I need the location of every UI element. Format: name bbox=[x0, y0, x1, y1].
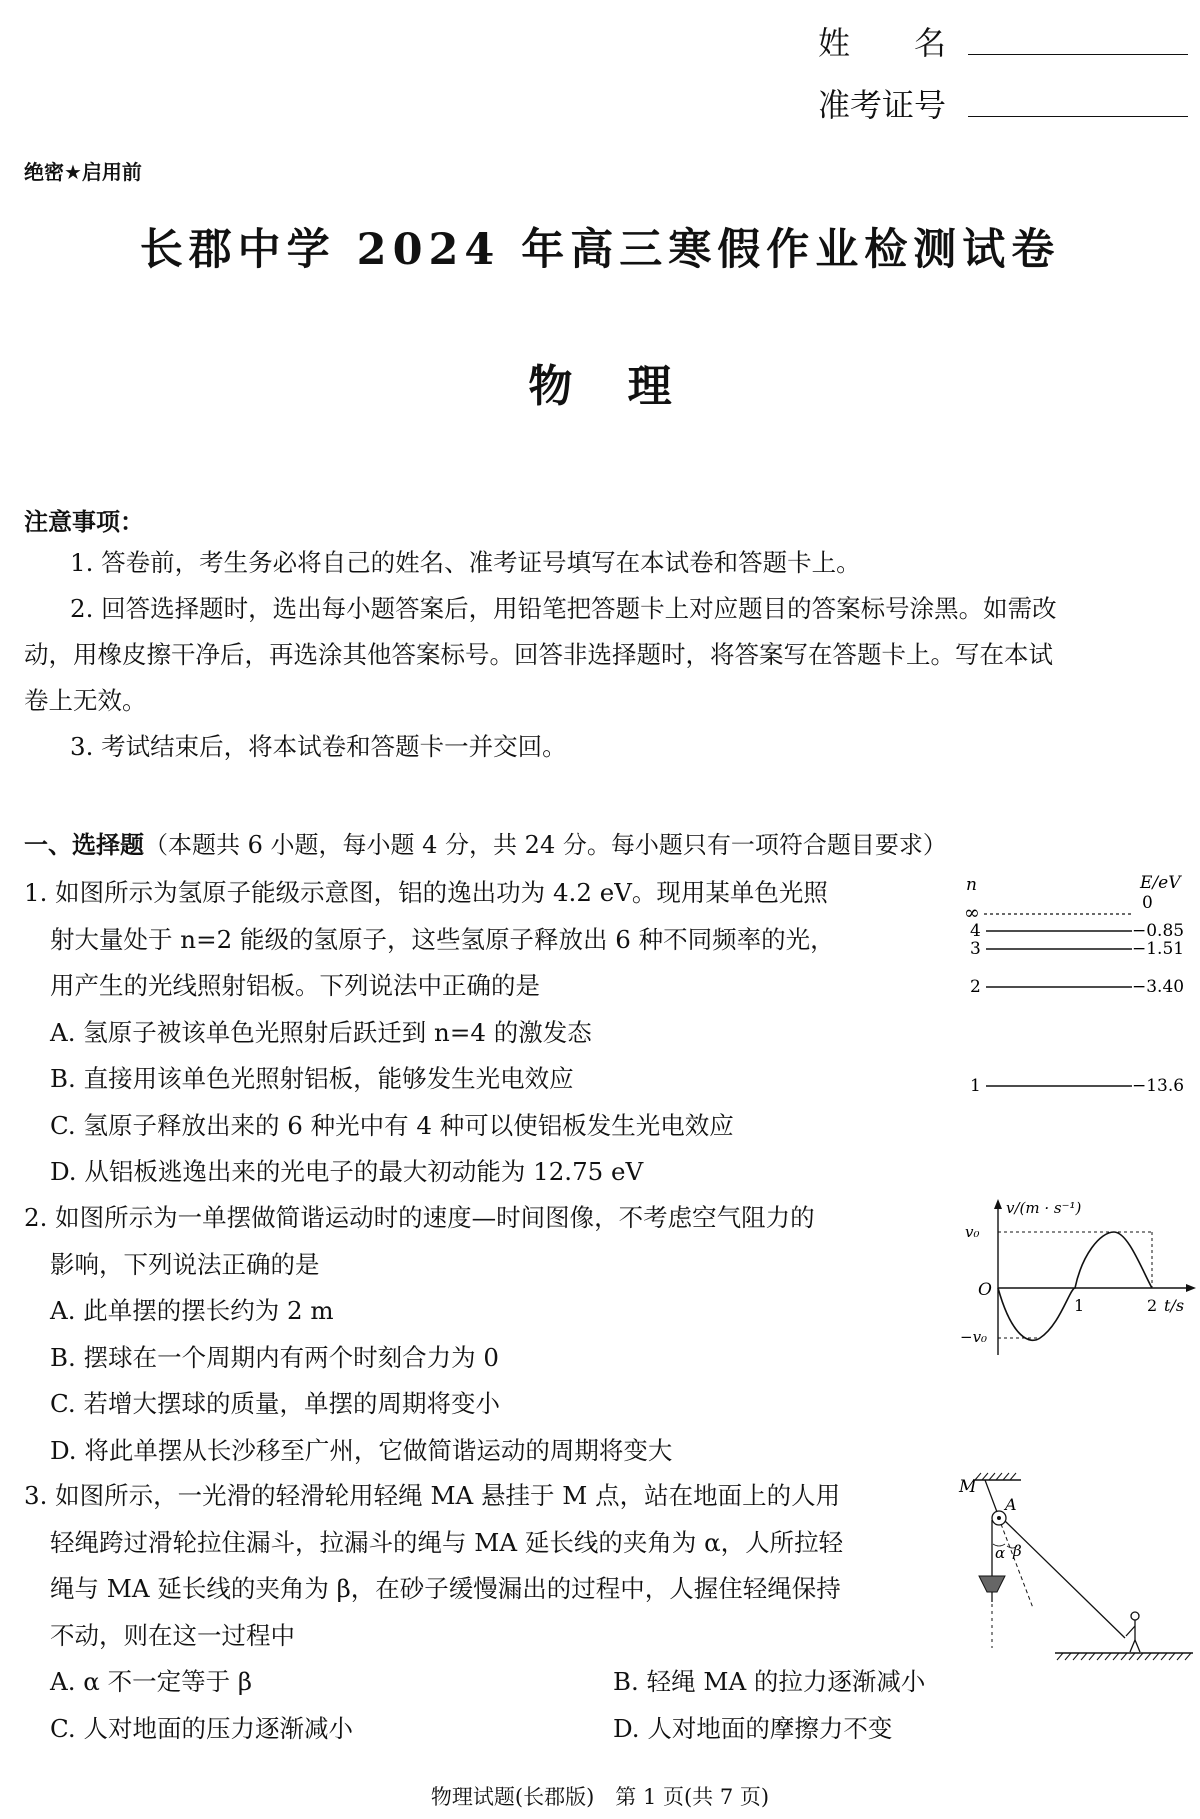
pulley-axle bbox=[997, 1516, 1001, 1520]
exam-id-label: 准考证号 bbox=[818, 86, 947, 124]
tick-2-label: 2 bbox=[1147, 1296, 1158, 1315]
alpha-label: α bbox=[995, 1544, 1006, 1562]
name-label: 姓 名 bbox=[818, 24, 947, 62]
question-1 bbox=[24, 870, 944, 1196]
notes-item: 动，用橡皮擦干净后，再选涂其他答案标号。回答非选择题时，将答案写在答题卡上。写在本试 bbox=[24, 640, 1053, 669]
q3-option-a[interactable]: A. α 不一定等于 β bbox=[50, 1667, 253, 1696]
name-blank[interactable] bbox=[968, 54, 1188, 55]
velocity-time-graph bbox=[960, 1195, 1200, 1360]
subject-title: 物 理 bbox=[528, 361, 672, 412]
q3-stem-line: 轻绳跨过滑轮拉住漏斗，拉漏斗的绳与 MA 延长线的夹角为 α，人所拉轻 bbox=[50, 1527, 844, 1557]
v0-label: v₀ bbox=[965, 1223, 980, 1241]
q3-option-b[interactable]: B. 轻绳 MA 的拉力逐渐减小 bbox=[613, 1667, 926, 1696]
exam-id-blank[interactable] bbox=[968, 116, 1188, 117]
q3-option-d[interactable]: D. 人对地面的摩擦力不变 bbox=[613, 1713, 893, 1743]
person-rope bbox=[1005, 1521, 1125, 1638]
x-axis-label: t/s bbox=[1164, 1296, 1185, 1315]
q3-stem-line: 绳与 MA 延长线的夹角为 β，在砂子缓慢漏出的过程中，人握住轻绳保持 bbox=[50, 1574, 841, 1603]
rope-ma bbox=[985, 1480, 997, 1512]
level-inf-value: 0 bbox=[1142, 893, 1153, 913]
q2-option-c[interactable]: C. 若增大摆球的质量，单摆的周期将变小 bbox=[50, 1389, 500, 1418]
q1-option-c[interactable]: C. 氢原子释放出来的 6 种光中有 4 种可以使铝板发生光电效应 bbox=[50, 1110, 734, 1140]
level-4-value: −0.85 bbox=[1132, 921, 1185, 941]
section-title: 一、选择题 bbox=[24, 831, 144, 859]
secret-mark: 绝密★启用前 bbox=[24, 160, 142, 184]
exam-id-field[interactable] bbox=[818, 80, 1188, 126]
q2-option-d[interactable]: D. 将此单摆从长沙移至广州，它做简谐运动的周期将变大 bbox=[50, 1435, 673, 1465]
ma-extension bbox=[1001, 1524, 1033, 1608]
level-2-n: 2 bbox=[970, 977, 981, 997]
n-axis-label: n bbox=[966, 875, 977, 895]
point-m-label: M bbox=[959, 1477, 977, 1497]
tick-1-label: 1 bbox=[1074, 1296, 1085, 1315]
x-axis-arrow bbox=[1186, 1284, 1196, 1292]
origin-label: O bbox=[978, 1280, 992, 1300]
level-inf-n: ∞ bbox=[964, 902, 980, 924]
q1-stem-line: 用产生的光线照射铝板。下列说法中正确的是 bbox=[50, 971, 540, 1000]
section-desc: （本题共 6 小题，每小题 4 分，共 24 分。每小题只有一项符合题目要求） bbox=[144, 831, 947, 859]
page-footer: 物理试题(长郡版) 第 1 页(共 7 页) bbox=[430, 1785, 770, 1809]
velocity-curve bbox=[998, 1232, 1152, 1340]
funnel bbox=[979, 1576, 1005, 1592]
name-field[interactable] bbox=[818, 18, 1188, 64]
q3-stem-line: 不动，则在这一过程中 bbox=[50, 1620, 295, 1650]
level-1-value: −13.6 bbox=[1132, 1076, 1185, 1096]
page-title: 长郡中学 2024 年高三寒假作业检测试卷 bbox=[139, 225, 1061, 275]
person-figure bbox=[1126, 1612, 1140, 1652]
ground-hatch bbox=[1057, 1653, 1191, 1660]
ceiling-hatch bbox=[975, 1473, 1016, 1480]
level-3-n: 3 bbox=[970, 939, 981, 959]
y-axis-label: v/(m · s⁻¹) bbox=[1006, 1199, 1082, 1217]
notes-heading: 注意事项： bbox=[24, 508, 144, 536]
question-2 bbox=[24, 1195, 944, 1474]
y-axis-arrow bbox=[994, 1199, 1002, 1209]
notes-item: 3. 考试结束后，将本试卷和答题卡一并交回。 bbox=[70, 732, 567, 761]
q3-option-c[interactable]: C. 人对地面的压力逐渐减小 bbox=[50, 1713, 353, 1743]
notes-item: 卷上无效。 bbox=[24, 686, 147, 715]
level-4-n: 4 bbox=[970, 921, 981, 941]
q1-option-a[interactable]: A. 氢原子被该单色光照射后跃迁到 n=4 的激发态 bbox=[50, 1017, 592, 1047]
point-a-label: A bbox=[1005, 1495, 1017, 1514]
q2-stem-line: 影响，下列说法正确的是 bbox=[50, 1249, 320, 1279]
notes-item: 2. 回答选择题时，选出每小题答案后，用铅笔把答题卡上对应题目的答案标号涂黑。如需改 bbox=[70, 594, 1057, 623]
beta-label: β bbox=[1013, 1542, 1022, 1560]
q2-option-a[interactable]: A. 此单摆的摆长约为 2 m bbox=[50, 1296, 334, 1325]
level-3-value: −1.51 bbox=[1132, 939, 1185, 959]
neg-v0-label: −v₀ bbox=[960, 1328, 988, 1346]
level-2-value: −3.40 bbox=[1132, 977, 1185, 997]
section-heading bbox=[24, 825, 947, 860]
q1-option-d[interactable]: D. 从铝板逃逸出来的光电子的最大初动能为 12.75 eV bbox=[50, 1157, 644, 1186]
energy-level-diagram bbox=[960, 870, 1200, 1100]
q1-option-b[interactable]: B. 直接用该单色光照射铝板，能够发生光电效应 bbox=[50, 1064, 574, 1093]
energy-axis-label: E/eV bbox=[1140, 873, 1181, 893]
pulley-diagram bbox=[955, 1468, 1195, 1668]
q1-stem-line: 射大量处于 n=2 能级的氢原子，这些氢原子释放出 6 种不同频率的光， bbox=[50, 924, 835, 954]
q3-stem-line: 3. 如图所示，一光滑的轻滑轮用轻绳 MA 悬挂于 M 点，站在地面上的人用 bbox=[24, 1481, 841, 1510]
q2-option-b[interactable]: B. 摆球在一个周期内有两个时刻合力为 0 bbox=[50, 1342, 499, 1372]
notes-item: 1. 答卷前，考生务必将自己的姓名、准考证号填写在本试卷和答题卡上。 bbox=[70, 548, 861, 577]
level-1-n: 1 bbox=[970, 1076, 981, 1096]
q2-stem-line: 2. 如图所示为一单摆做简谐运动时的速度—时间图像，不考虑空气阻力的 bbox=[24, 1203, 815, 1232]
q1-stem-line: 1. 如图所示为氢原子能级示意图，铝的逸出功为 4.2 eV。现用某单色光照 bbox=[24, 878, 828, 907]
